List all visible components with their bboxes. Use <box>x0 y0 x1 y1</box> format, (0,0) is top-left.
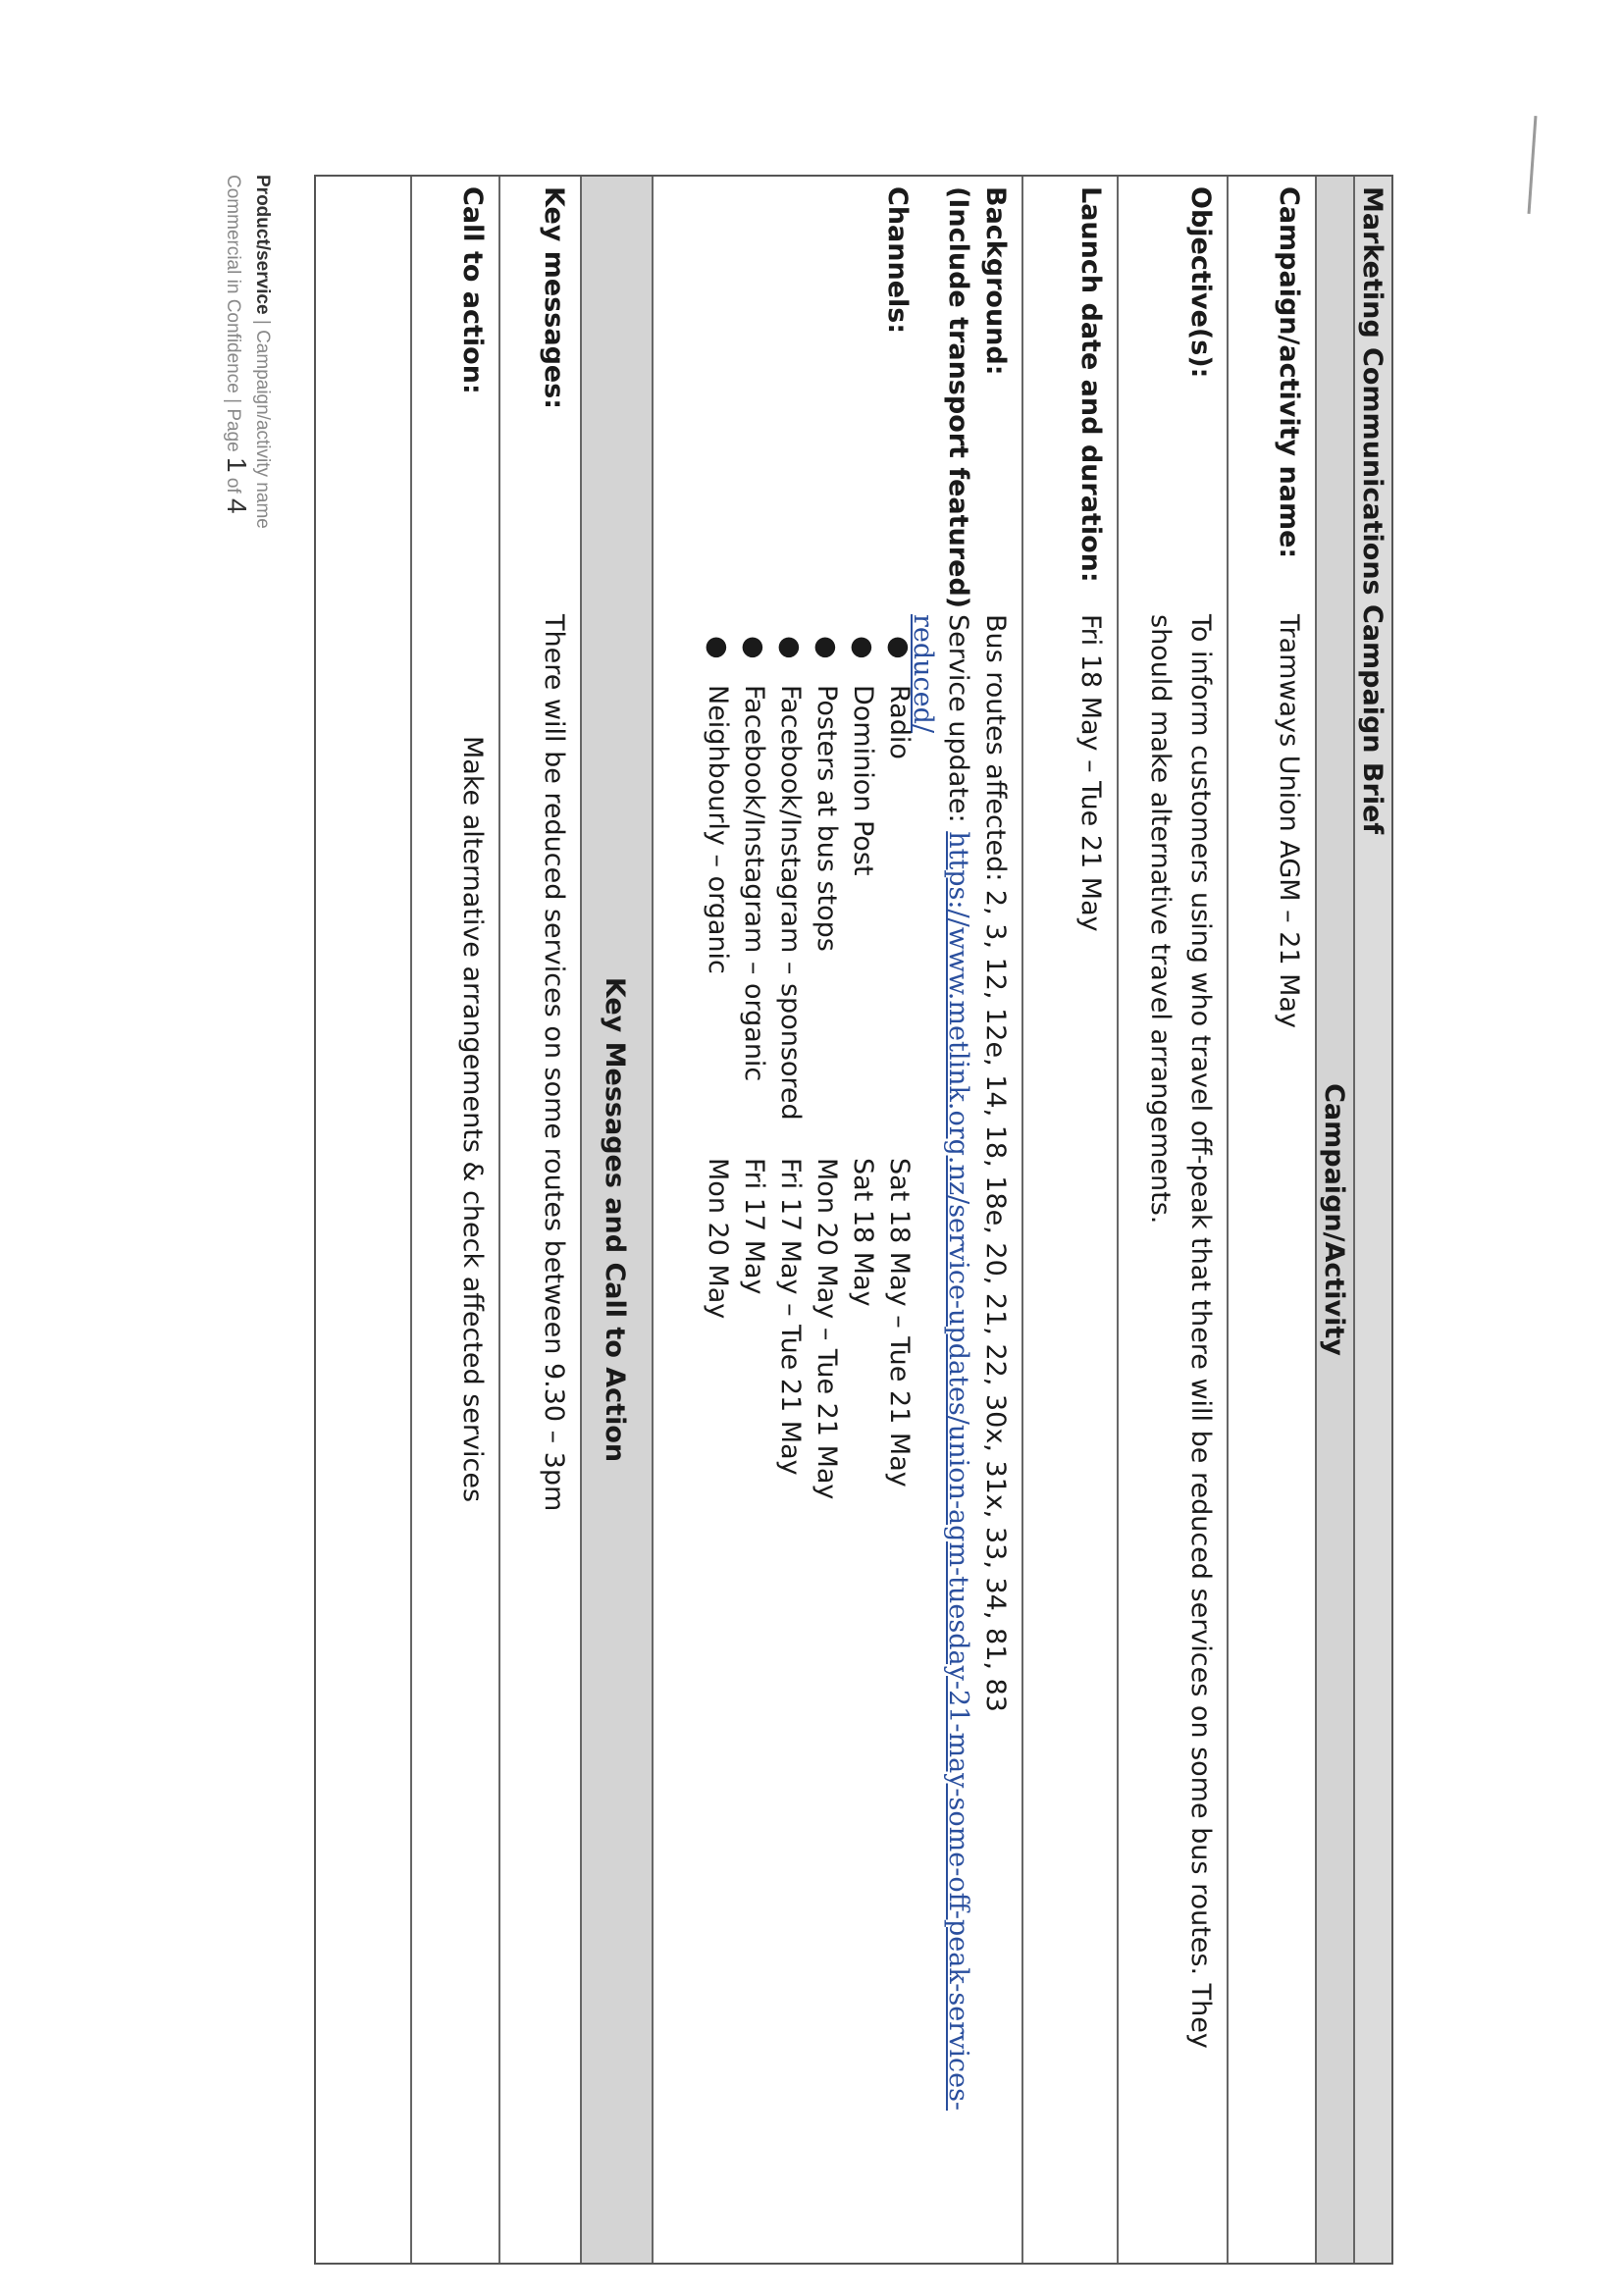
channel-date: Mon 20 May <box>703 1158 733 1320</box>
launch-value: Fri 18 May – Tue 21 May <box>1075 614 1106 932</box>
channels-label: Channels: <box>882 186 913 335</box>
section-title-campaign: Campaign/Activity <box>1319 1083 1349 1356</box>
channel-name: Neighbourly – organic <box>703 685 733 974</box>
channel-dates <box>700 1158 917 1499</box>
bullet-icon: ● <box>703 636 733 659</box>
channel-item <box>700 636 736 1121</box>
service-update-link[interactable]: https://www.metlink.org.nz/service-updates/union-agm-tuesday-21-may-some-off-peak-services- <box>943 831 973 2112</box>
channel-date: Sat 18 May – Tue 21 May <box>884 1158 915 1487</box>
bullet-icon: ● <box>848 636 878 659</box>
bullet-icon: ● <box>739 636 769 659</box>
row-campaign-name <box>1227 177 1315 2263</box>
channel-item <box>845 636 881 1121</box>
service-update-prefix: Service update: <box>943 614 973 832</box>
service-update-link-continued[interactable]: reduced/ <box>908 614 938 734</box>
channel-item <box>772 636 809 1121</box>
footer-product: Product/service <box>252 175 273 315</box>
section-title-key-messages: Key Messages and Call to Action <box>600 976 630 1463</box>
background-sublabel: (Include transport featured) <box>943 186 973 609</box>
key-messages-label: Key messages: <box>539 186 569 410</box>
objectives-label: Objective(s): <box>1185 186 1216 379</box>
section-header-key-messages <box>580 177 654 2263</box>
channel-item <box>809 636 845 1121</box>
background-routes: Bus routes affected: 2, 3, 12, 12e, 14, 18, 18e, 20, 21, 22, 30x, 31x, 33, 34, 81, 83 <box>980 614 1011 1712</box>
row-call-to-action <box>410 177 498 2263</box>
call-to-action-label: Call to action: <box>457 186 488 394</box>
channel-date: Fri 17 May <box>739 1158 769 1295</box>
channel-item <box>736 636 772 1121</box>
footer-confidence: Commercial in Confidence <box>223 175 243 393</box>
channel-date: Fri 17 May – Tue 21 May <box>775 1158 806 1476</box>
bullet-icon: ● <box>775 636 806 659</box>
channel-name: Facebook/Instagram – organic <box>739 685 769 1082</box>
key-messages-value: There will be reduced services on some routes between 9.30 – 3pm <box>539 614 569 1512</box>
footer-page-total: 4 <box>222 497 252 514</box>
channel-name: Dominion Post <box>848 685 878 876</box>
objectives-line-1: To inform customers using who travel off-peak that there will be reduced services on some bus routes. They <box>1185 614 1216 2049</box>
footer-of-word: of <box>223 477 243 494</box>
page-footer <box>220 175 275 529</box>
channel-date: Mon 20 May – Tue 21 May <box>812 1158 842 1500</box>
brief-title: Marketing Communications Campaign Brief <box>1357 186 1387 835</box>
channel-name: Radio <box>884 685 915 759</box>
footer-line-1 <box>249 175 275 529</box>
footer-separator-2: | <box>223 392 243 409</box>
row-launch <box>1021 177 1117 2263</box>
row-objectives <box>1117 177 1227 2263</box>
row-key-messages <box>498 177 580 2263</box>
channel-name: Facebook/Instagram – sponsored <box>775 685 806 1121</box>
channel-date: Sat 18 May <box>848 1158 878 1307</box>
objectives-line-2: should make alternative travel arrangements. <box>1145 614 1176 1225</box>
campaign-name-label: Campaign/activity name: <box>1274 186 1304 559</box>
footer-page-word: Page <box>223 408 243 452</box>
channels-list <box>700 636 917 1121</box>
brief-title-row <box>1353 177 1391 2263</box>
row-channels <box>654 177 923 2263</box>
footer-campaign: Campaign/activity name <box>252 330 273 529</box>
channel-item <box>881 636 917 1121</box>
footer-separator: | <box>252 314 273 331</box>
bullet-icon: ● <box>884 636 915 659</box>
footer-page-number: 1 <box>222 456 252 473</box>
launch-label: Launch date and duration: <box>1075 186 1106 583</box>
campaign-name-value: Tramways Union AGM – 21 May <box>1274 614 1304 1028</box>
call-to-action-value: Make alternative arrangements & check affected services <box>457 736 488 1503</box>
background-label: Background: <box>980 186 1011 376</box>
footer-line-2 <box>220 175 252 529</box>
section-header-campaign <box>1315 177 1353 2263</box>
campaign-brief-table <box>314 175 1393 2265</box>
row-empty <box>316 177 410 2263</box>
background-service-update <box>938 614 978 2111</box>
row-background <box>908 177 1021 2263</box>
channel-name: Posters at bus stops <box>812 685 842 952</box>
bullet-icon: ● <box>812 636 842 659</box>
